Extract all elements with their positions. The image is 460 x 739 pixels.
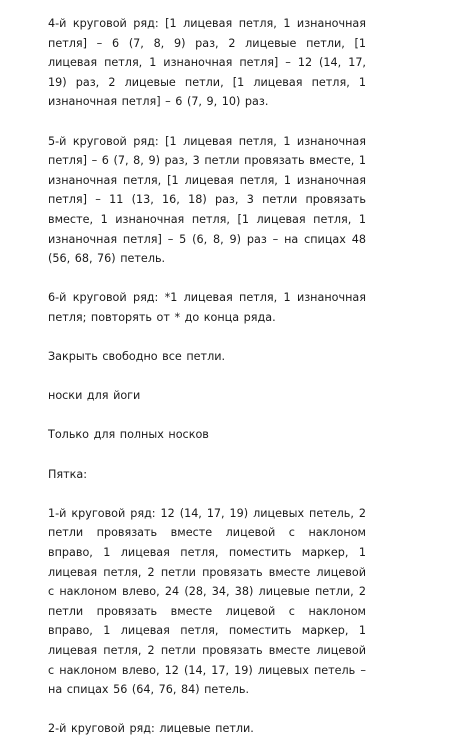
paragraph-bind-off: Закрыть свободно все петли.: [48, 350, 226, 364]
paragraph-heel-heading: Пятка:: [48, 467, 88, 481]
paragraph-row-4: 4-й круговой ряд: [1 лицевая петля, 1 изнаночная петля] – 6 (7, 8, 9) раз, 2 лицевые петли, [1 лицевая петля, 1 изнаночная петля] – 12 (14, 17, 19) раз, 2 лицевые петли, [1 лицевая петля, 1 изнаночная петля] – 6 (7, 9, 10) раз.: [48, 17, 366, 109]
paragraph-gap: [48, 445, 366, 465]
paragraph-full-socks-only: Только для полных носков: [48, 428, 209, 442]
paragraph-yoga-socks: носки для йоги: [48, 389, 141, 403]
paragraph-gap: [48, 269, 366, 289]
paragraph-gap: [48, 367, 366, 387]
document-page: [48, 14, 366, 739]
paragraph-gap: [48, 700, 366, 720]
paragraph-gap: [48, 328, 366, 348]
paragraph-row-6: 6-й круговой ряд: *1 лицевая петля, 1 изнаночная петля; повторять от * до конца ряда.: [48, 291, 366, 324]
paragraph-gap: [48, 406, 366, 426]
paragraph-heel-row-2: 2-й круговой ряд: лицевые петли.: [48, 722, 254, 736]
paragraph-gap: [48, 112, 366, 132]
paragraph-gap: [48, 484, 366, 504]
paragraph-heel-row-1: 1-й круговой ряд: 12 (14, 17, 19) лицевых петель, 2 петли провязать вместе лицевой с наклоном вправо, 1 лицевая петля, поместить маркер, 1 лицевая петля, 2 петли провязать вместе лицевой с наклоном влево, 24 (28, 34, 38) лицевые петли, 2 петли провязать вместе лицевой с наклоном вправо, 1 лицевая петля, поместить маркер, 1 лицевая петля, 2 петли провязать вместе лицевой с наклоном влево, 12 (14, 17, 19) лицевых петель – на спицах 56 (64, 76, 84) петель.: [48, 506, 366, 697]
paragraph-row-5: 5-й круговой ряд: [1 лицевая петля, 1 изнаночная петля] – 6 (7, 8, 9) раз, 3 петли провязать вместе, 1 изнаночная петля, [1 лицевая петля, 1 изнаночная петля] – 11 (13, 16, 18) раз, 3 петли провязать вместе, 1 изнаночная петля, [1 лицевая петля, 1 изнаночная петля] – 5 (6, 8, 9) раз – на спицах 48 (56, 68, 76) петель.: [48, 134, 366, 266]
